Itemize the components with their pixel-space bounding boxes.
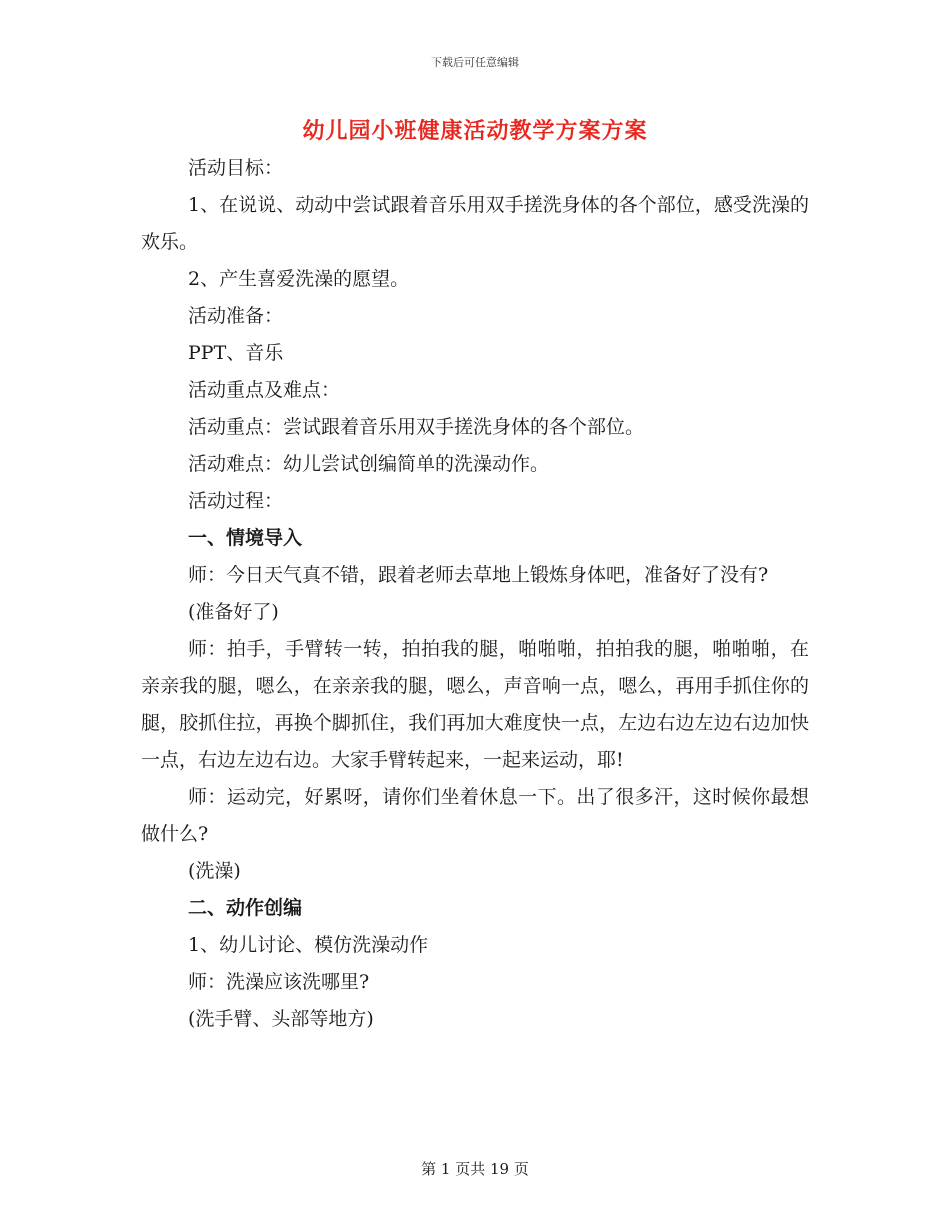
paragraph-response-1: (准备好了) <box>188 601 279 623</box>
section-heading-1: 一、情境导入 <box>188 527 303 549</box>
paragraph-dialogue-1: 师：今日天气真不错，跟着老师去草地上锻炼身体吧，准备好了没有? <box>188 564 769 586</box>
paragraph-dialogue-3: 师：运动完，好累呀，请你们坐着休息一下。出了很多汗，这时候你最想做什么? <box>141 786 809 845</box>
paragraph-step-1: 1、幼儿讨论、模仿洗澡动作 <box>188 934 429 956</box>
section-heading-2: 二、动作创编 <box>188 897 303 919</box>
paragraph-dialogue-4: 师：洗澡应该洗哪里? <box>188 971 370 993</box>
document-body <box>141 150 809 1038</box>
paragraph-response-3: (洗手臂、头部等地方) <box>188 1008 374 1030</box>
header-note: 下载后可任意编辑 <box>431 56 519 69</box>
paragraph-goal-1: 1、在说说、动动中尝试跟着音乐用双手搓洗身体的各个部位，感受洗澡的欢乐。 <box>141 194 809 253</box>
paragraph-preparation-heading: 活动准备： <box>188 305 284 327</box>
document-title: 幼儿园小班健康活动教学方案方案 <box>302 118 648 144</box>
paragraph-dialogue-2: 师：拍手，手臂转一转，拍拍我的腿，啪啪啪，拍拍我的腿，啪啪啪，在亲亲我的腿，嗯么，在亲亲我的腿，嗯么，声音响一点，嗯么，再用手抓住你的腿，胶抓住拉，再换个脚抓住，我们再加大难度快一点，左边右边左边右边加快一点，右边左边右边。大家手臂转起来，一起来运动，耶! <box>141 638 809 771</box>
paragraph-preparation: PPT、音乐 <box>188 342 284 364</box>
paragraph-key-point: 活动重点：尝试跟着音乐用双手搓洗身体的各个部位。 <box>188 416 645 438</box>
paragraph-key-points-heading: 活动重点及难点： <box>188 379 341 401</box>
paragraph-goal-2: 2、产生喜爱洗澡的愿望。 <box>188 268 410 290</box>
paragraph-difficulty: 活动难点：幼儿尝试创编简单的洗澡动作。 <box>188 453 550 475</box>
paragraph-goals-heading: 活动目标： <box>188 157 284 179</box>
paragraph-response-2: (洗澡) <box>188 860 241 882</box>
paragraph-process-heading: 活动过程： <box>188 490 284 512</box>
page-footer: 第 1 页共 19 页 <box>421 1160 529 1178</box>
